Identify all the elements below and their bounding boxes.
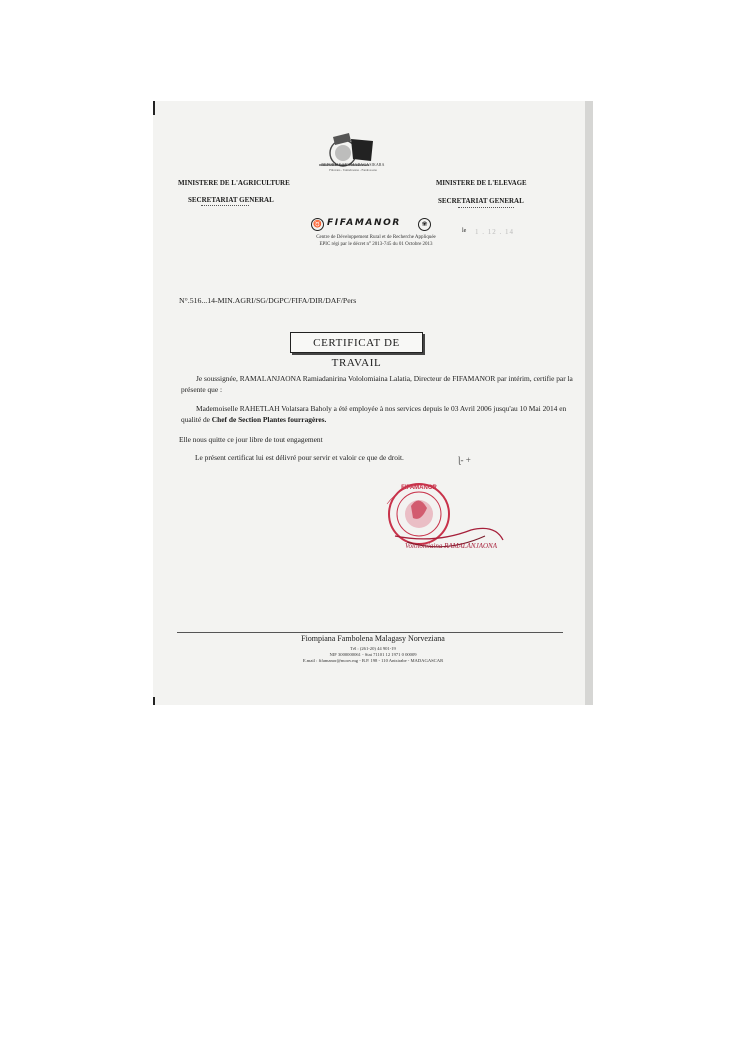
scan-edge-mark-bottom [153,697,155,705]
centre-decree: EPIC régi par le décret n° 2013-745 du 01 Octobre 2013 [319,242,433,247]
paragraph-release: Elle nous quitte ce jour libre de tout engagement [179,435,323,444]
stamp-signature-text: Vololomiaina RAMALANJAONA [405,542,497,550]
divider-right [458,207,514,208]
secretariat-right: SECRETARIAT GENERAL [438,197,524,205]
stamp-ring-text: FIFAMANOR [401,485,437,491]
date-label: le [462,228,467,234]
plant-logo-icon: ❀ [418,218,431,231]
certificate-title-box [290,332,423,369]
footer-divider [177,632,563,633]
signature-mark: ɭ‑ + [458,455,471,465]
republic-motto: Fitiavana - Tanindrazana - Fandrosoana [329,168,377,172]
scan-edge-mark [153,101,155,115]
republic-name: REPOBLIKAN'I MADAGASIKARA [321,163,385,167]
cow-logo-icon: ♉ [311,218,324,231]
fifamanor-logo [311,218,431,234]
footer-ids: NIF 3000000061 - Stat 71101 12 1971 0 00009 [329,652,417,657]
employment-text: Mademoiselle RAHETLAH Volatsara Baholy a été employée à nos services depuis le 03 Avril 2006 jusqu'au 10 Mai 2014 en qualité de [181,404,567,424]
scanned-document [153,101,593,705]
footer-org-name: Fiompiana Fambolena Malagasy Norveziana [301,634,445,643]
certificate-title: CERTIFICAT DE TRAVAIL [313,337,400,369]
paragraph-signatory: Je soussignée, RAMALANJAONA Ramiadanirina Vololomiaina Lalatia, Directeur de FIFAMANOR par intérim, certifie par la présente que : [181,374,573,394]
scan-edge-shadow [585,101,593,705]
secretariat-left: SECRETARIAT GENERAL [188,196,274,204]
ministry-elevage: MINISTERE DE L'ELEVAGE [436,180,527,187]
paragraph-employment [181,404,587,425]
employment-position: Chef de Section Plantes fourragères. [211,414,327,424]
centre-description: Centre de Développement Rural et de Recherche Appliquée [316,235,436,240]
paragraph-delivery: Le présent certificat lui est délivré pour servir et valoir ce que de droit. [195,453,404,462]
reference-number: N°.516...14-MIN.AGRI/SG/DGPC/FIFA/DIR/DAF/Pers [179,296,357,305]
official-stamp [375,474,535,564]
ministry-agriculture: MINISTERE DE L'AGRICULTURE [178,179,290,187]
footer-phone: Tél : (261-20) 44 901-19 [350,646,396,651]
divider-left [201,205,249,206]
date-value: 1 . 12 . 14 [475,228,514,236]
logo-text: FIFAMANOR [327,218,401,228]
footer-contact: E.mail : fifamanor@moov.mg - B.P. 198 - 110 Antsirabe - MADAGASCAR [302,658,444,663]
